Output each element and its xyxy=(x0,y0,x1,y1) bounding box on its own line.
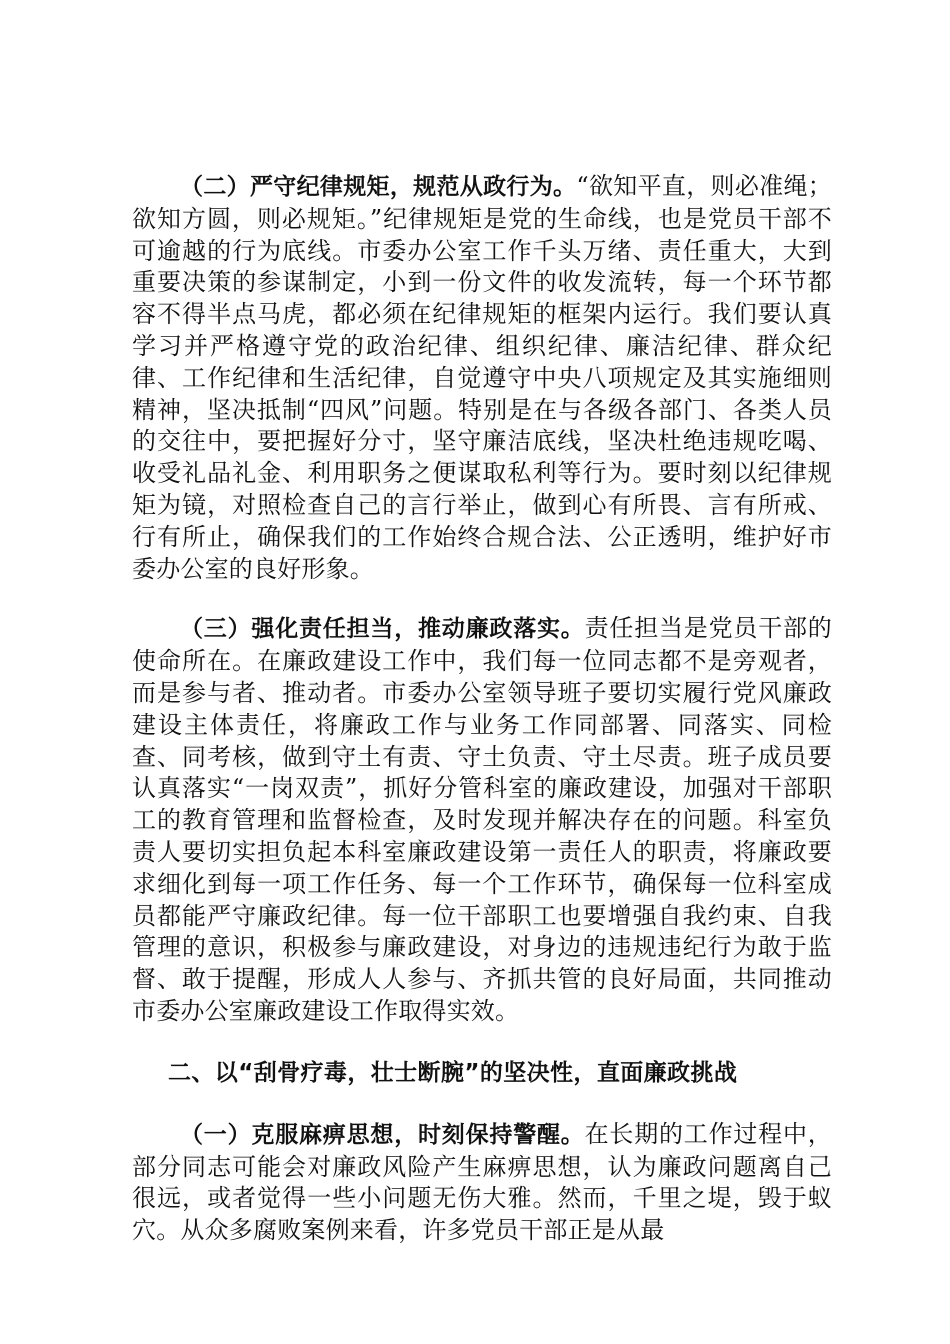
paragraph-body: 在长期的工作过程中，部分同志可能会对廉政风险产生麻痹思想，认为廉政问题离自己很远，或者觉得一些小问题无伤大雅。然而，千里之堤，毁于蚁穴。从众多腐败案例来看，许多党员干部正是从最 xyxy=(132,1119,833,1245)
paragraph-lead: （一）克服麻痹思想，时刻保持警醒。 xyxy=(180,1121,585,1148)
paragraph-discipline-rules xyxy=(132,171,832,585)
paragraph-body: “欲知平直，则必准绳；欲知方圆，则必规矩。”纪律规矩是党的生命线，也是党员干部不可逾越的行为底线。市委办公室工作千头万绪、责任重大，大到重要决策的参谋制定，小到一份文件的收发流转，每一个环节都容不得半点马虎，都必须在纪律规矩的框架内运行。我们要认真学习并严格遵守党的政治纪律、组织纪律、廉洁纪律、群众纪律、工作纪律和生活纪律，自觉遵守中央八项规定及其实施细则精神，坚决抵制“四风”问题。特别是在与各级各部门、各类人员的交往中，要把握好分寸，坚守廉洁底线，坚决杜绝违规吃喝、收受礼品礼金、利用职务之便谋取私利等行为。要时刻以纪律规矩为镜，对照检查自己的言行举止，做到心有所畏、言有所戒、行有所止，确保我们的工作始终合规合法、公正透明，维护好市委办公室的良好形象。 xyxy=(132,172,833,583)
paragraph-vigilance xyxy=(132,1119,832,1247)
section-heading: 二、以“刮骨疗毒，壮士断腕”的坚决性，直面廉政挑战 xyxy=(168,1059,738,1086)
document-page xyxy=(132,171,832,1247)
paragraph-responsibility xyxy=(132,613,832,1027)
paragraph-lead: （二）严守纪律规矩，规范从政行为。 xyxy=(180,174,577,200)
paragraph-body: 责任担当是党员干部的使命所在。在廉政建设工作中，我们每一位同志都不是旁观者，而是参与者、推动者。市委办公室领导班子要切实履行党风廉政建设主体责任，将廉政工作与业务工作同部署、同落实、同检查、同考核，做到守土有责、守土负责、守土尽责。班子成员要认真落实“一岗双责”，抓好分管科室的廉政建设，加强对干部职工的教育管理和监督检查，及时发现并解决存在的问题。科室负责人要切实担负起本科室廉政建设第一责任人的职责，将廉政要求细化到每一项工作任务、每一个工作环节，确保每一位科室成员都能严守廉政纪律。每一位干部职工也要增强自我约束、自我管理的意识，积极参与廉政建设，对身边的违规违纪行为敢于监督、敢于提醒，形成人人参与、齐抓共管的良好局面，共同推动市委办公室廉政建设工作取得实效。 xyxy=(132,614,833,1025)
paragraph-lead: （三）强化责任担当，推动廉政落实。 xyxy=(180,616,585,643)
